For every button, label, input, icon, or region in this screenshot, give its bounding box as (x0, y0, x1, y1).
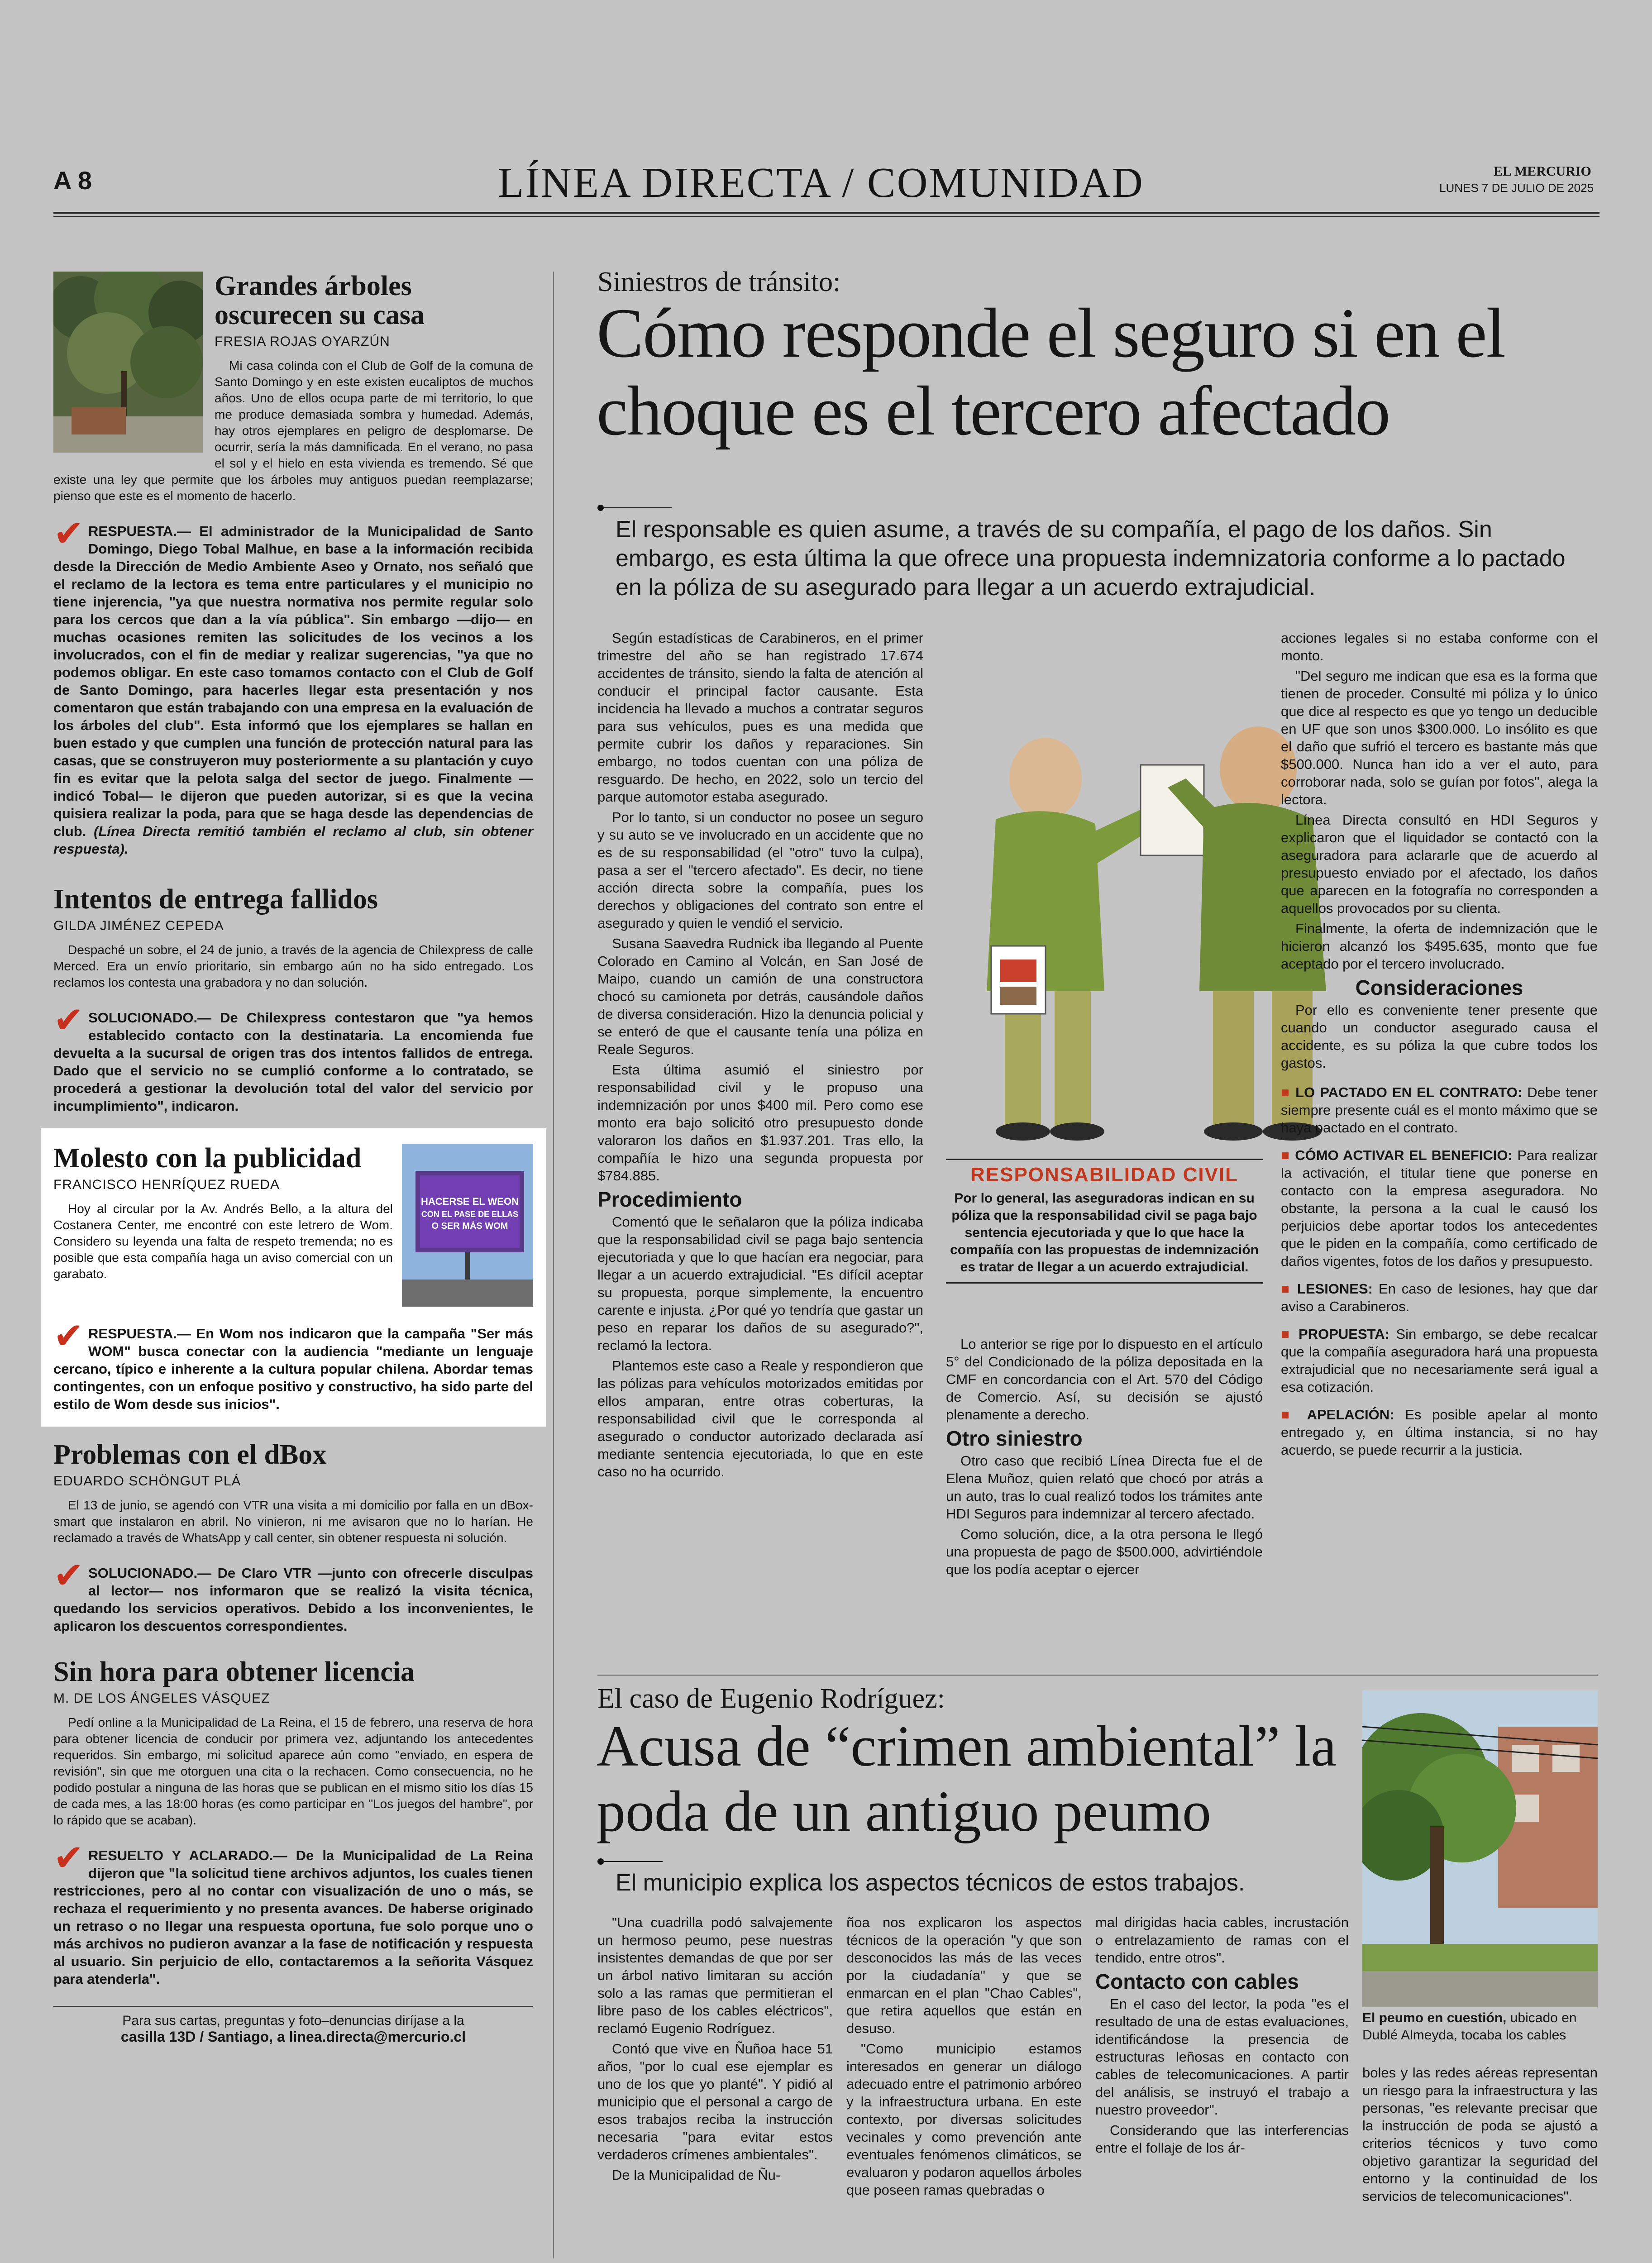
letter-author: FRANCISCO HENRÍQUEZ RUEDA (53, 1177, 280, 1192)
article-kicker: Siniestros de tránsito: (597, 267, 841, 297)
article-col2: Lo anterior se rige por lo dispuesto en el artículo 5° del Condicionado de la póliza depositada en la CMF en concordancia con el Art. 570 del Código de Comercio. Así, su decisión se ajustó plenamente a derecho. Otro siniestro Otro caso que recibió Línea Directa fue el de Elena Muñoz, quien relató que chocó por atrás a un auto, tras lo cual realizó todos los trámites ante HDI Seguros para indemnizar al tercero afectado. Como solución, dice, a la otra persona le llegó una propuesta de pago de $500.000, advirtiéndole que los podía aceptar o ejercer (946, 1336, 1263, 1577)
svg-text:CON EL PASE DE ELLAS: CON EL PASE DE ELLAS (421, 1210, 519, 1219)
letter-response: ✔ RESPUESTA.— En Wom nos indicaron que la campaña "Ser más WOM" busca conectar con la audiencia "mediante un lenguaje cercano, típico e inherente a la cultura popular chilena. Abordar temas contingentes, con un enfoque positivo y constructivo, ha sido parte del estilo de Wom desde sus inicios". (53, 1315, 533, 1412)
photo-caption: El peumo en cuestión, ubicado en Dublé Almeyda, tocaba los cables (1362, 2010, 1577, 2043)
consideration-item: ■ PROPUESTA: Sin embargo, se debe recalcar que la compañía aseguradora hará una propuesta extrajudicial que no necesariamente será igual a esa cotización. (1281, 1326, 1598, 1395)
second-deck: El municipio explica los aspectos técnicos de estos trabajos. (616, 1870, 1245, 1896)
subhead-procedimiento: Procedimiento (597, 1188, 742, 1211)
contact-address: casilla 13D / Santiago, a linea.directa@mercurio.cl (120, 2029, 466, 2045)
callout-title: RESPONSABILIDAD CIVIL (970, 1164, 1239, 1186)
left-column-divider (553, 272, 554, 2258)
letter-title: Molesto con la publicidad (53, 1143, 362, 1174)
letter-body: Pedí online a la Municipalidad de La Reina, el 15 de febrero, una reserva de hora para obtener licencia de conducir por primera vez, adjuntando los antecedentes requeridos. Sin embargo, mi solicitud aparece aún como "enviado, en espera de revisión", sin que me otorguen una cita o la rechacen. Como consecuencia, no he podido postular a ninguna de las horas que se publican en el mismo sitio los días 15 de cada mes, a las 18:00 horas (es como participar en "Los juegos del hambre", por lo rápido que se acaban). (53, 1715, 533, 1827)
article-deck: El responsable es quien asume, a través de su compañía, el pago de los daños. Sin embargo, es esta última la que ofrece una propuesta indemnizatoria conforme a lo pactado en la póliza de su asegurado para llegar a un acuerdo extrajudicial. (616, 516, 1566, 601)
letter-body: El 13 de junio, se agendó con VTR una visita a mi domicilio por falla en un dBox-smart que instalaron en abril. No vinieron, ni me avisaron que no lo harían. He reclamado a través de WhatsApp y call center, sin obtener respuesta ni solución. (53, 1498, 533, 1545)
masthead-rule (53, 212, 1599, 214)
letter-body: Despaché un sobre, el 24 de junio, a través de la agencia de Chilexpress de calle Merced. Era un envío prioritario, sin embargo aún no ha sido entregado. Los reclamos los contesta una grabadora y no dan solución. (53, 943, 533, 989)
consideration-item: ■ CÓMO ACTIVAR EL BENEFICIO: Para realizar la activación, el titular tiene que ponerse en contacto con la empresa aseguradora. No obstante, la persona a la cual le causó los perjuicios debe aportar todos los antecedentes que le piden en la compañía, como certificado de daños vigentes, fotos de los daños y presupuesto. (1281, 1147, 1598, 1269)
letter-author: M. DE LOS ÁNGELES VÁSQUEZ (53, 1691, 270, 1706)
letter-item (53, 1440, 533, 1635)
square-bullet-icon: ■ (1281, 1407, 1307, 1423)
check-icon: ✔ (53, 999, 84, 1041)
svg-text:HACERSE EL WEON: HACERSE EL WEON (421, 1196, 519, 1207)
contact-line: Para sus cartas, preguntas y foto–denuncias diríjase a la (122, 2013, 464, 2028)
second-col4: boles y las redes aéreas representan un riesgo para la infraestructura y las personas, "es relevante precisar que la instrucción de poda se ajustó a criterios técnicos y tuvo como objetivo garantizar la seguridad del entorno y la continuidad de los servicios de telecomunicaciones". (1362, 2065, 1598, 2204)
issue-date: LUNES 7 DE JULIO DE 2025 (1439, 181, 1594, 195)
letter-title: Sin hora para obtener licencia (53, 1657, 415, 1687)
callout-box (946, 1159, 1263, 1284)
letter-item-highlighted (41, 1128, 546, 1427)
letter-item (53, 272, 533, 858)
letter-item (53, 1657, 533, 1988)
callout-body: Por lo general, las aseguradoras indican en su póliza que la responsabilidad civil se paga bajo sentencia ejecutoriada y que lo que hace la compañía con las propuestas de indemnización es tratar de llegar a un acuerdo extrajudicial. (950, 1191, 1259, 1275)
square-bullet-icon: ■ (1281, 1084, 1296, 1100)
second-kicker: El caso de Eugenio Rodríguez: (597, 1683, 945, 1714)
second-col2: ñoa nos explicaron los aspectos técnicos de la operación "y que son desconocidos las más de las veces por la ciudadanía" y que se enmarcan en el plan "Chao Cables", que retira aquellos que están en desuso. "Como municipio estamos interesados en generar un diálogo adecuado entre el patrimonio arbóreo y la infraestructura urbana. En este contexto, por diversas solicitudes vecinales y como prevención ante eventuales fenómenos climáticos, se evaluaron y podaron aquellos árboles que poseen ramas quebradas o (846, 1914, 1082, 2198)
check-icon: ✔ (53, 1837, 84, 1879)
check-icon: ✔ (53, 1315, 84, 1357)
letter-author: EDUARDO SCHÖNGUT PLÁ (53, 1474, 241, 1489)
letter-response: ✔ SOLUCIONADO.— De Claro VTR —junto con ofrecerle disculpas al lector— nos informaron que se realizó la visita técnica, quedando los servicios operativos. Debido a los inconvenientes, le aplicaron los descuentos correspondientes. (53, 1554, 533, 1634)
second-headline: Acusa de “crimen ambiental” la poda de un antiguo peumo (597, 1714, 1337, 1843)
subhead-contacto-cables: Contacto con cables (1095, 1970, 1299, 1993)
check-icon: ✔ (53, 1554, 84, 1596)
tree-photo (53, 272, 203, 453)
billboard-photo (402, 1144, 533, 1307)
subhead-consideraciones: Consideraciones (1355, 976, 1523, 999)
letters-column (53, 272, 533, 2045)
letter-author: FRESIA ROJAS OYARZÚN (215, 334, 390, 349)
letter-body: Hoy al circular por la Av. Andrés Bello, a la altura del Costanera Center, me encontré con este letrero de Wom. Considero su leyenda una falta de respeto tremenda; no es posible que esta compañía haga un aviso comercial con un garabato. (53, 1202, 393, 1281)
consideration-item: ■ LO PACTADO EN EL CONTRATO: Debe tener siempre presente cuál es el monto máximo que se haya pactado en el contrato. (1281, 1084, 1598, 1136)
letter-response: ✔ RESUELTO Y ACLARADO.— De la Municipalidad de La Reina dijeron que "la solicitud tiene archivos adjuntos, los cuales tienen restricciones, pero al no contar con visualización de uno o más, se rechaza el requerimiento y no presenta avances. De haberse originado un retraso o no llegar una respuesta oportuna, fue solo porque uno o más archivos no pudieron avanzar a la fase de notificación y respuesta al usuario. Sin perjuicio de ello, contactaremos a la señorita Vásquez para atenderla". (53, 1837, 533, 1987)
letter-body: Mi casa colinda con el Club de Golf de la comuna de Santo Domingo y en este existen eucaliptos de muchos años. Uno de ellos ocupa parte de mi territorio, lo que me produce demasiada sombra y humedad. Además, hay otros ejemplares en peligro de desplomarse. De ocurrir, sería la más damnificada. En el verano, no pasa el sol y el hielo en esta vivienda es tremendo. Sé que existe una ley que permite que los árboles muy antiguos puedan reemplazarse; pienso que este es el momento de hacerlo. (53, 358, 533, 503)
article-col3: acciones legales si no estaba conforme con el monto. "Del seguro me indican que esa es la forma que tienen de proceder. Consulté mi póliza y lo único que dice al respecto es que yo tengo un deducible en UF que son unos $300.000. Lo insólito es que el daño que sufrió el tercero es bastante más que $500.000. Nunca han ido a ver el auto, para corroborar nada, solo se guían por fotos", alega la lectora. Línea Directa consultó en HDI Seguros y explicaron que el liquidador se contactó con la aseguradora para aclararle que de acuerdo al presupuesto enviado por el afectado, los daños que aparecen en la fotografía no corresponden a aquellos provocados por su clienta. Finalmente, la oferta de indemnización que le hicieron alcanzó los $495.635, monto que fue aceptado por el tercero involucrado. Consideraciones Por ello es conveniente tener presente que cuando un conductor asegurado causa el accidente, es su póliza la que cubre todos los gastos. ■ LO PACTADO EN EL CONTRATO: Debe tener siempre presente cuál es el monto máximo que se haya pactado en el contrato. ■ CÓMO ACTIVAR EL BENEFICIO: Para realizar la activación, el titular tiene que ponerse en contacto con la empresa aseguradora. No obstante, la persona a la cual le causó los perjuicios debe aportar todos los antecedentes que le piden en la compañía, como certificado de daños vigentes, fotos de los daños y presupuesto. ■ LESIONES: En caso de lesiones, hay que dar aviso a Carabineros. ■ PROPUESTA: Sin embargo, se debe recalcar que la compañía aseguradora hará una propuesta extrajudicial que no necesariamente será igual a esa cotización. ■ APELACIÓN: Es posible apelar al monto entregado y, en última instancia, si no hay acuerdo, se puede recurrir a la justicia. (1281, 630, 1598, 1458)
article-headline: Cómo responde el seguro si en el choque es el tercero afectado (597, 294, 1505, 450)
letter-title: Grandes árboles oscurecen su casa (215, 271, 425, 330)
second-col3: mal dirigidas hacia cables, incrustación o entrelazamiento de ramas con el tendido, entre otros". Contacto con cables En el caso del lector, la poda "es el resultado de una de estas evaluaciones, identificándose la presencia de estructuras leñosas en contacto con cables de telecomunicaciones. A partir del análisis, se instruyó el trabajo a nuestro proveedor". Considerando que las interferencias entre el follaje de los ár- (1095, 1914, 1349, 2156)
peumo-photo (1362, 1690, 1598, 2007)
letter-title: Problemas con el dBox (53, 1439, 327, 1470)
letter-title: Intentos de entrega fallidos (53, 884, 378, 915)
square-bullet-icon: ■ (1281, 1326, 1299, 1342)
second-col1: "Una cuadrilla podó salvajemente un hermoso peumo, pese nuestras insistentes demandas de que por ser un árbol nativo limitaran su acción solo a las ramas que permitieran el libre paso de los cables eléctricos", reclamó Eugenio Rodríguez. Contó que vive en Ñuñoa hace 51 años, "por lo cual ese ejemplar es uno de los que yo planté". Y pidió al municipio que el personal a cargo de esos trabajos reciba la instrucción necesaria "para evitar estos verdaderos crímenes ambientales". De la Municipalidad de Ñu- (597, 1914, 833, 2183)
consideration-item: ■ APELACIÓN: Es posible apelar al monto entregado y, en última instancia, si no hay acuerdo, se puede recurrir a la justicia. (1281, 1407, 1598, 1458)
square-bullet-icon: ■ (1281, 1147, 1295, 1163)
letter-response: ✔ SOLUCIONADO.— De Chilexpress contestaron que "ya hemos establecido contacto con la destinataria. La encomienda fue devuelta a la sucursal de origen tras dos intentos fallidos de entrega. Dado que el servicio no se cumplió conforme a lo contratado, se procederá a gestionar la devolución total del valor del servicio por incumplimiento", indicaron. (53, 999, 533, 1114)
square-bullet-icon: ■ (1281, 1281, 1297, 1297)
check-icon: ✔ (53, 512, 84, 554)
letter-response: ✔ RESPUESTA.— El administrador de la Municipalidad de Santo Domingo, Diego Tobal Malhue, en base a la información recibida desde la Dirección de Medio Ambiente Aseo y Ornato, nos señaló que el reclamo de la lectora es tema entre particulares y el municipio no tiene injerencia, "ya que nuestra normativa nos permite regular solo para los cercos que dan a la vía pública". Sin embargo —dijo— en muchas ocasiones remiten las solicitudes de los vecinos a los involucrados, con el fin de mediar y realizar sugerencias, "ya que no podemos obligar. En este caso tomamos contacto con el Club de Golf de Santo Domingo, para hacerles llegar esta presentación y nos comentaron que están trabajando con una empresa en la evaluación de los árboles del club". Esta informó que los ejemplares se hallan en buen estado y que cumplen una función de protección natural para las casas, que se construyeron muy posteriormente a su plantación y cuyo fin es evitar que la pelota salga del sector de juego. Finalmente —indicó Tobal— le dijeron que pueden autorizar, si es que la vecina quisiera realizar la poda, para que se haga desde las dependencias de club. (Línea Directa remitió también el reclamo al club, sin obtener respuesta). (53, 512, 533, 857)
page-number: A 8 (53, 166, 92, 195)
consideration-item: ■ LESIONES: En caso de lesiones, hay que dar aviso a Carabineros. (1281, 1281, 1598, 1314)
letter-author: GILDA JIMÉNEZ CEPEDA (53, 918, 224, 933)
letter-item (53, 885, 533, 1115)
svg-text:O SER MÁS WOM: O SER MÁS WOM (431, 1221, 508, 1231)
section-title: LÍNEA DIRECTA / COMUNIDAD (498, 159, 1144, 206)
article-col1: Según estadísticas de Carabineros, en el primer trimestre del año se han registrado 17.674 accidentes de tránsito, siendo la falta de atención al conducir el principal factor causante. Esta incidencia ha llevado a muchos a contratar seguros para sus vehículos, pues es una medida que permite cubrir los daños y reparaciones. Sin embargo, no todos cuentan con una póliza de resguardo. De hecho, en 2022, solo un tercio del parque automotor estaba asegurado. Por lo tanto, si un conductor no posee un seguro y su auto se ve involucrado en un accidente que no es de su responsabilidad (el "otro" tuvo la culpa), pasa a ser el "tercero afectado". Es decir, no tiene acción directa sobre la compañía, pues los derechos y obligaciones del contrato son entre el asegurado y quien le vendió el servicio. Susana Saavedra Rudnick iba llegando al Puente Colorado en Camino al Volcán, en San José de Maipo, cuando un camión de una constructora chocó su camioneta por detrás, causándole daños de diversa consideración. Hizo la denuncia policial y se enteró de que el causante tenía una póliza en Reale Seguros. Esta última asumió el siniestro por responsabilidad civil y le propuso una indemnización por unos $400 mil. Pero como ese monto era bajo solicitó otro presupuesto donde valoraron los daños en $1.937.201. Tras ello, la compañía le hizo una segunda propuesta por $784.885. Procedimiento Comentó que le señalaron que la póliza indicaba que la responsabilidad civil se paga bajo sentencia ejecutoriada y que lo que hacían era negociar, para llegar a un acuerdo extrajudicial. "Es difícil aceptar su propuesta, porque simplemente, la encuentro carente e injusta. ¿Por qué yo tendría que gastar un peso en reparar los daños de su asegurado?", reclamó la lectora. Plantemos este caso a Reale y respondieron que las pólizas para vehículos motorizados emitidas por ellos amparan, entre otras coberturas, la responsabilidad civil que le corresponda al asegurado o conductor autorizado declarada así mediante sentencia ejecutoriada, lo que en este caso no ha ocurrido. (597, 630, 923, 1480)
subhead-otro-siniestro: Otro siniestro (946, 1427, 1083, 1450)
newspaper-name: EL MERCURIO (1494, 164, 1591, 179)
